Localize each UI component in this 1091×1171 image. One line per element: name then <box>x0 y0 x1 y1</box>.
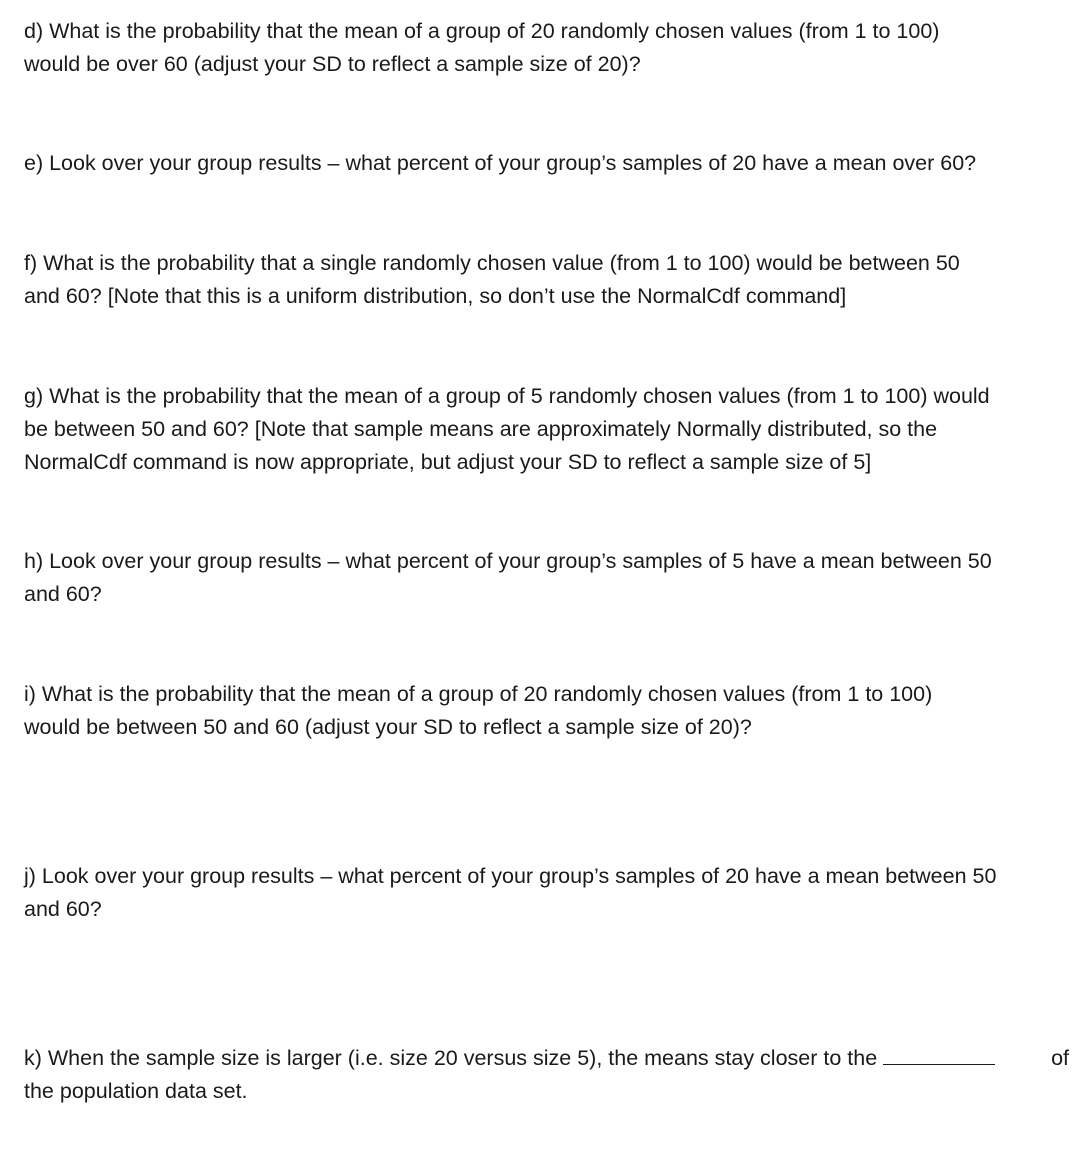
question-d <box>24 15 1074 81</box>
question-f-line-1: f) What is the probability that a single randomly chosen value (from 1 to 100) would be between 50 <box>24 251 960 275</box>
answer-blank[interactable] <box>883 1042 995 1065</box>
question-k-line-1 <box>24 1042 1069 1075</box>
question-j-line-2: and 60? <box>24 897 102 921</box>
question-h <box>24 545 1074 611</box>
question-k-text-after-blank: of <box>1051 1046 1069 1070</box>
question-k <box>24 1042 1074 1108</box>
question-i <box>24 678 1074 744</box>
question-f <box>24 247 1074 313</box>
question-j <box>24 860 1074 926</box>
question-d-line-1: d) What is the probability that the mean of a group of 20 randomly chosen values (from 1 to 100) <box>24 19 940 43</box>
question-i-line-1: i) What is the probability that the mean of a group of 20 randomly chosen values (from 1 to 100) <box>24 682 933 706</box>
question-j-line-1: j) Look over your group results – what percent of your group’s samples of 20 have a mean between 50 <box>24 864 997 888</box>
question-k-line-2: the population data set. <box>24 1079 248 1103</box>
question-g-line-2: be between 50 and 60? [Note that sample means are approximately Normally distributed, so the <box>24 417 938 441</box>
question-h-line-2: and 60? <box>24 582 102 606</box>
question-k-text-before-blank: k) When the sample size is larger (i.e. size 20 versus size 5), the means stay closer to the <box>24 1042 1001 1075</box>
question-e <box>24 147 1074 180</box>
question-g-line-3: NormalCdf command is now appropriate, but adjust your SD to reflect a sample size of 5] <box>24 450 872 474</box>
question-i-line-2: would be between 50 and 60 (adjust your SD to reflect a sample size of 20)? <box>24 715 752 739</box>
question-e-line-1: e) Look over your group results – what percent of your group’s samples of 20 have a mean over 60? <box>24 151 977 175</box>
question-d-line-2: would be over 60 (adjust your SD to reflect a sample size of 20)? <box>24 52 641 76</box>
question-h-line-1: h) Look over your group results – what percent of your group’s samples of 5 have a mean between 50 <box>24 549 992 573</box>
question-g <box>24 380 1074 479</box>
question-g-line-1: g) What is the probability that the mean of a group of 5 randomly chosen values (from 1 to 100) would <box>24 384 990 408</box>
question-f-line-2: and 60? [Note that this is a uniform distribution, so don’t use the NormalCdf command] <box>24 284 847 308</box>
